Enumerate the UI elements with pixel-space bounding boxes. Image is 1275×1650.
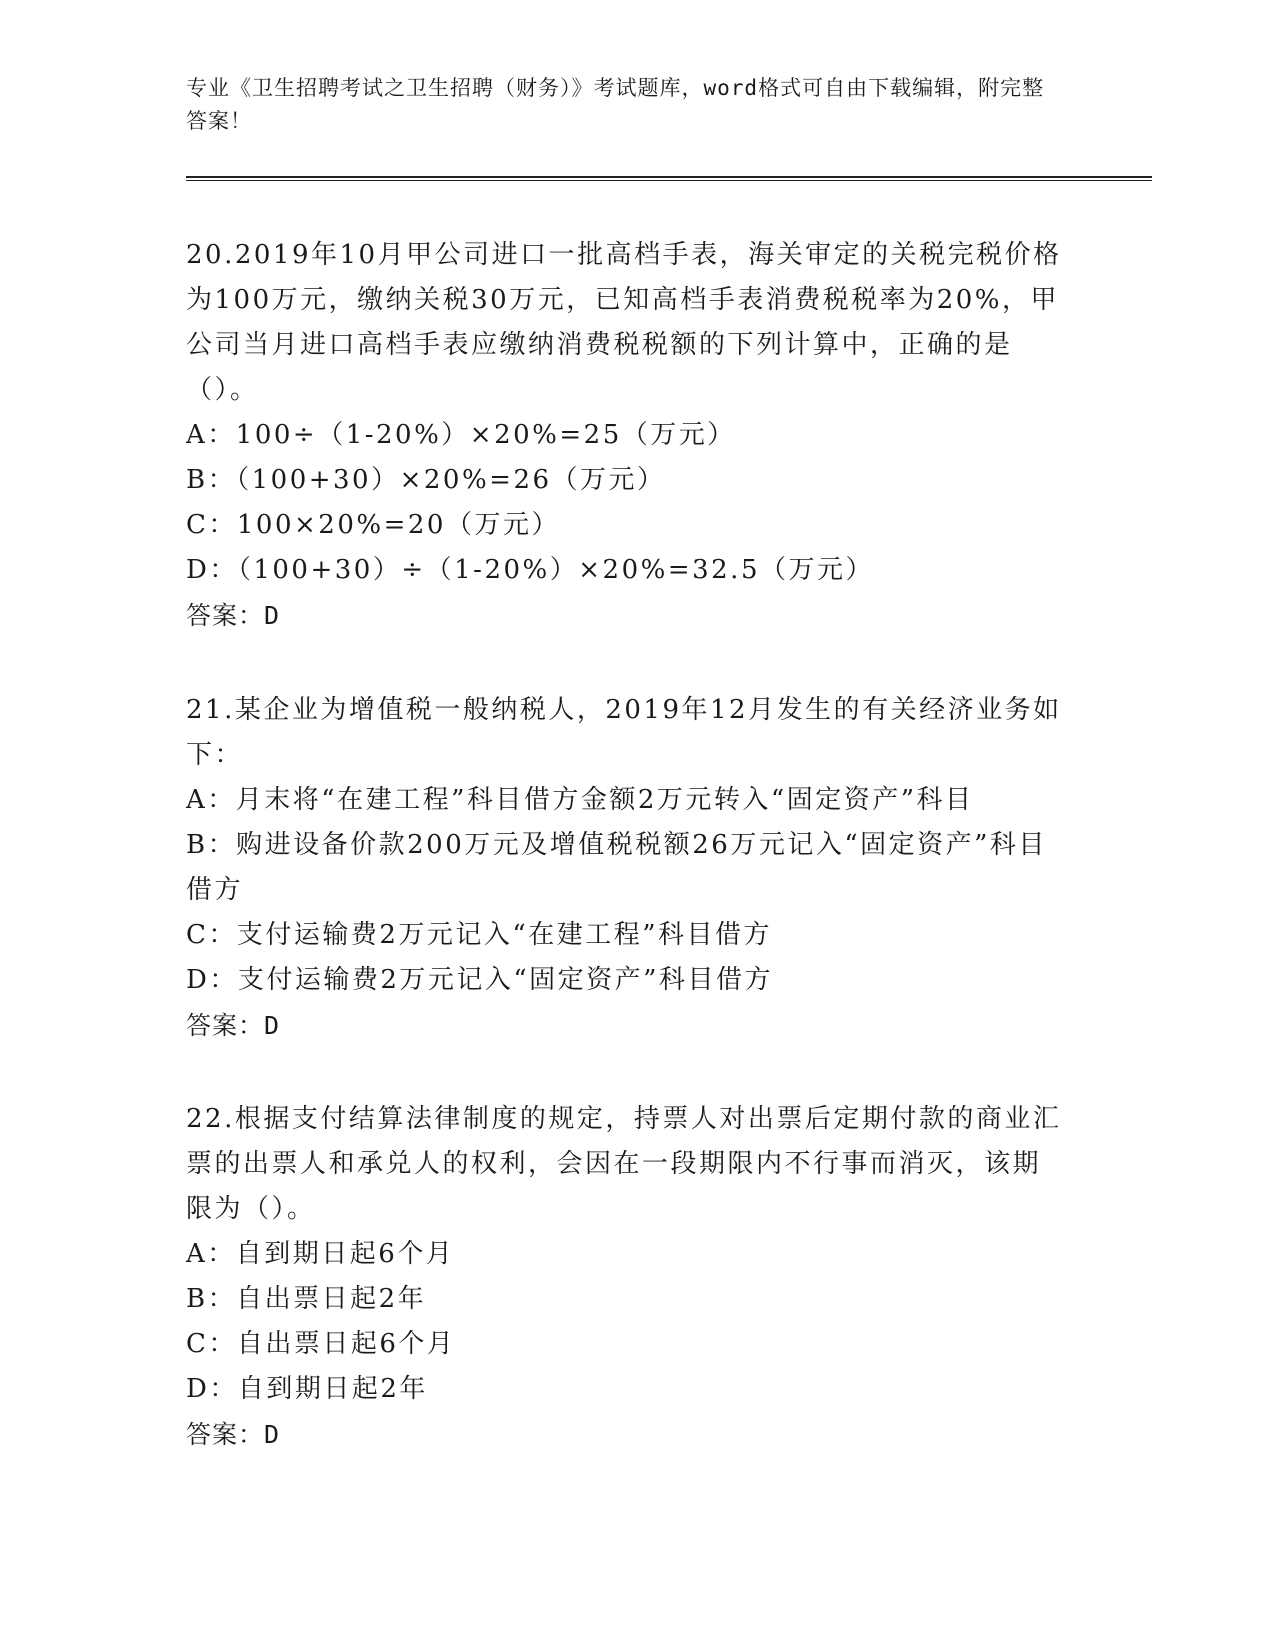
document-header: 专业《卫生招聘考试之卫生招聘（财务）》考试题库，word格式可自由下载编辑，附完整答案！ — [186, 76, 1045, 133]
header-divider-thin-line — [186, 180, 1152, 181]
option-a: A：月末将“在建工程”科目借方金额2万元转入“固定资产”科目 — [186, 785, 974, 815]
option-a: A：自到期日起6个月 — [186, 1239, 455, 1269]
option-b: B：自出票日起2年 — [186, 1284, 427, 1314]
question-21 — [186, 688, 1066, 1048]
option-d: D：支付运输费2万元记入“固定资产”科目借方 — [186, 965, 773, 995]
option-c: C：100×20%=20（万元） — [186, 510, 560, 540]
option-c: C：自出票日起6个月 — [186, 1329, 456, 1359]
option-c: C：支付运输费2万元记入“在建工程”科目借方 — [186, 920, 773, 950]
option-a: A：100÷（1-20%）×20%=25（万元） — [186, 420, 736, 450]
question-stem: 20.2019年10月甲公司进口一批高档手表，海关审定的关税完税价格为100万元，缴纳关税30万元，已知高档手表消费税税率为20%，甲公司当月进口高档手表应缴纳消费税税额的下列计算中，正确的是（）。 — [186, 240, 1062, 405]
question-stem: 21.某企业为增值税一般纳税人，2019年12月发生的有关经济业务如下： — [186, 695, 1062, 770]
header-divider — [186, 176, 1152, 181]
option-d: D：自到期日起2年 — [186, 1374, 428, 1404]
question-22 — [186, 1097, 1066, 1457]
answer-line: 答案：D — [186, 1420, 281, 1449]
header-divider-thick-line — [186, 176, 1152, 178]
answer-line: 答案：D — [186, 1011, 281, 1040]
question-20 — [186, 233, 1066, 638]
option-d: D：（100+30）÷（1-20%）×20%=32.5（万元） — [186, 555, 874, 585]
option-b: B：（100+30）×20%=26（万元） — [186, 465, 666, 495]
question-stem: 22.根据支付结算法律制度的规定，持票人对出票后定期付款的商业汇票的出票人和承兑人的权利，会因在一段期限内不行事而消灭，该期限为（）。 — [186, 1104, 1062, 1224]
answer-line: 答案：D — [186, 601, 281, 630]
option-b: B：购进设备价款200万元及增值税税额26万元记入“固定资产”科目借方 — [186, 830, 1047, 905]
